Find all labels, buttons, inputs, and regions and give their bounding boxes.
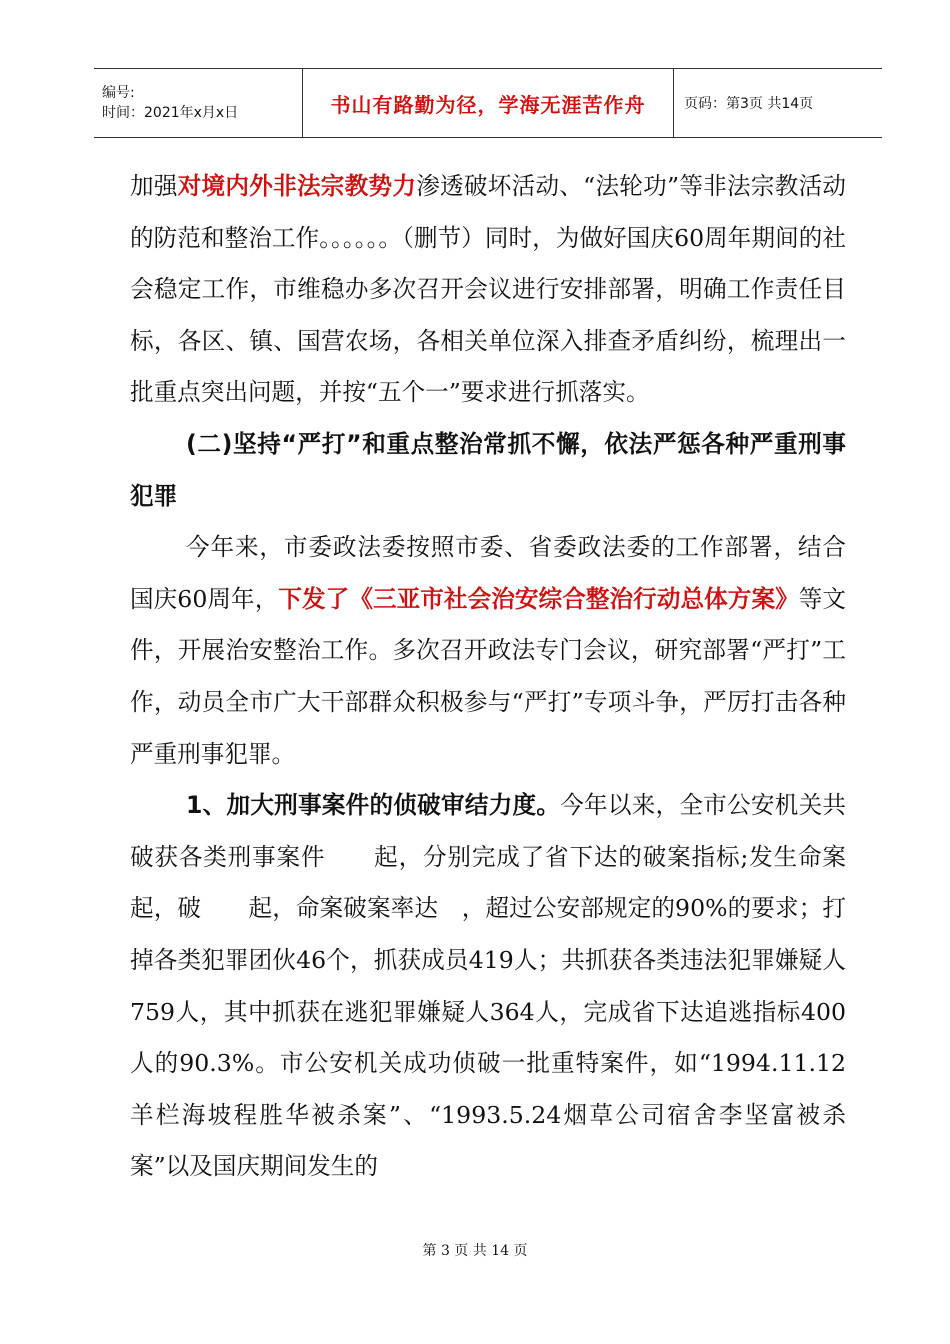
paragraph-1 [130, 161, 846, 419]
p2-text: 等文件，开展治安整治工作。多次召开政法专门会议，研究部署“严打”工作，动员全市广大干部群众积极参与“严打”专项斗争，严厉打击各种严重刑事犯罪。 [130, 584, 846, 768]
time-label: 时间：2021年x月x日 [102, 105, 239, 121]
paragraph-3 [130, 780, 870, 1193]
p3-lead: 1、加大刑事案件的侦破审结力度。 [186, 791, 561, 820]
page-footer: 第 3 页 共 14 页 [422, 1243, 528, 1259]
motto-text: 书山有路勤为径，学海无涯苦作舟 [330, 92, 646, 117]
header-table [94, 68, 882, 138]
header-motto [302, 69, 674, 137]
doc-number-label: 编号: [102, 85, 135, 101]
page-code-text: 页码：第3页 共14页 [684, 96, 814, 112]
p2-prefix: 今年来，市委政法委按照市委、省委政法委的工作部署，结合国庆60周年， [130, 533, 846, 613]
p2-highlight: 下发了《三亚市社会治安综合整治行动总体方案》 [278, 584, 799, 613]
header-page-code [674, 69, 882, 137]
p3-text: 今年以来，全市公安机关共破获各类刑事案件 起，分别完成了省下达的破案指标;发生命案 起，破 起，命案破案率达 ，超过公安部规定的90%的要求；打掉各类犯罪团伙46个，抓获成员419人；共抓获各类违法犯罪嫌疑人759人，其中抓获在逃犯罪嫌疑人364人，完成省下达追逃指标400人的90.3%。市公安机关成功侦破一批重特案件，如“1994.11.12羊栏海坡程胜华被杀案”、“1993.5.24烟草公司宿舍李坚富被杀案”以及国庆期间发生的 [130, 791, 870, 1181]
p1-prefix: 加强 [130, 172, 178, 200]
section-heading-2: (二)坚持“严打”和重点整治常抓不懈，依法严惩各种严重刑事犯罪 [130, 429, 846, 510]
document-body [130, 161, 870, 1193]
p1-highlight: 对境内外非法宗教势力 [177, 172, 417, 200]
header-meta [94, 69, 302, 137]
paragraph-2 [130, 522, 846, 780]
p1-text: 渗透破坏活动、“法轮功”等非法宗教活动的防范和整治工作。。。。。。（删节）同时，为做好国庆60周年期间的社会稳定工作，市维稳办多次召开会议进行安排部署，明确工作责任目标，各区、镇、国营农场，各相关单位深入排查矛盾纠纷，梳理出一批重点突出问题，并按“五个一”要求进行抓落实。 [130, 172, 847, 407]
